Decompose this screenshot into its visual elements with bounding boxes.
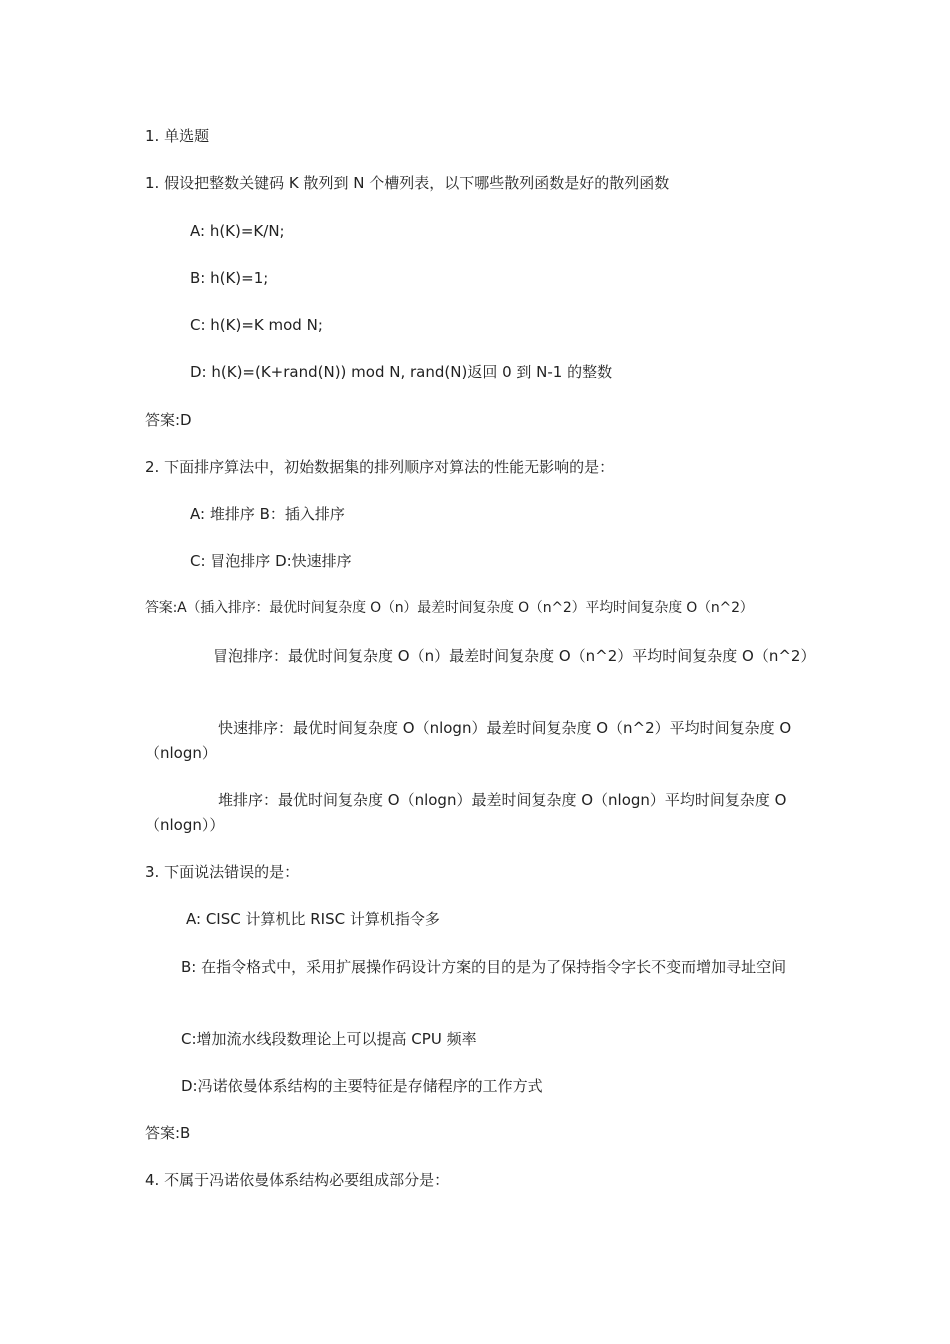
question-3-option-a: A: CISC 计算机比 RISC 计算机指令多 [186, 910, 440, 928]
question-2-options-cd: C: 冒泡排序 D:快速排序 [190, 552, 352, 570]
explanation-bubble-sort: 冒泡排序：最优时间复杂度 O（n）最差时间复杂度 O（n^2）平均时间复杂度 O（n^2） [213, 647, 816, 665]
question-3-stem: 3. 下面说法错误的是： [145, 863, 300, 881]
explanation-quick-sort: 快速排序：最优时间复杂度 O（nlogn）最差时间复杂度 O（n^2）平均时间复杂度 O（nlogn） [145, 719, 792, 762]
section-heading: 1. 单选题 [145, 127, 210, 145]
question-3-option-c: C:增加流水线段数理论上可以提高 CPU 频率 [181, 1030, 477, 1048]
question-1-stem: 1. 假设把整数关键码 K 散列到 N 个槽列表，以下哪些散列函数是好的散列函数 [145, 174, 670, 192]
question-1-option-a: A: h(K)=K/N; [190, 222, 285, 240]
question-1-option-c: C: h(K)=K mod N; [190, 316, 323, 334]
question-4-stem: 4. 不属于冯诺依曼体系结构必要组成部分是： [145, 1171, 450, 1189]
question-1-option-b: B: h(K)=1; [190, 269, 269, 287]
question-3-answer: 答案:B [145, 1124, 191, 1142]
question-2-answer: 答案:A（插入排序：最优时间复杂度 O（n）最差时间复杂度 O（n^2）平均时间复杂度 O（n^2） [145, 600, 754, 616]
explanation-heap-sort: 堆排序：最优时间复杂度 O（nlogn）最差时间复杂度 O（nlogn）平均时间复杂度 O（nlogn）） [145, 791, 787, 834]
question-1-option-d: D: h(K)=(K+rand(N)) mod N, rand(N)返回 0 到 N-1 的整数 [190, 363, 613, 381]
question-2-stem: 2. 下面排序算法中，初始数据集的排列顺序对算法的性能无影响的是： [145, 458, 615, 476]
question-3-option-d: D:冯诺依曼体系结构的主要特征是存储程序的工作方式 [181, 1077, 543, 1095]
question-3-option-b: B: 在指令格式中，采用扩展操作码设计方案的目的是为了保持指令字长不变而增加寻址空间 [181, 958, 787, 976]
question-1-answer: 答案:D [145, 411, 192, 429]
question-2-options-ab: A: 堆排序 B：插入排序 [190, 505, 345, 523]
